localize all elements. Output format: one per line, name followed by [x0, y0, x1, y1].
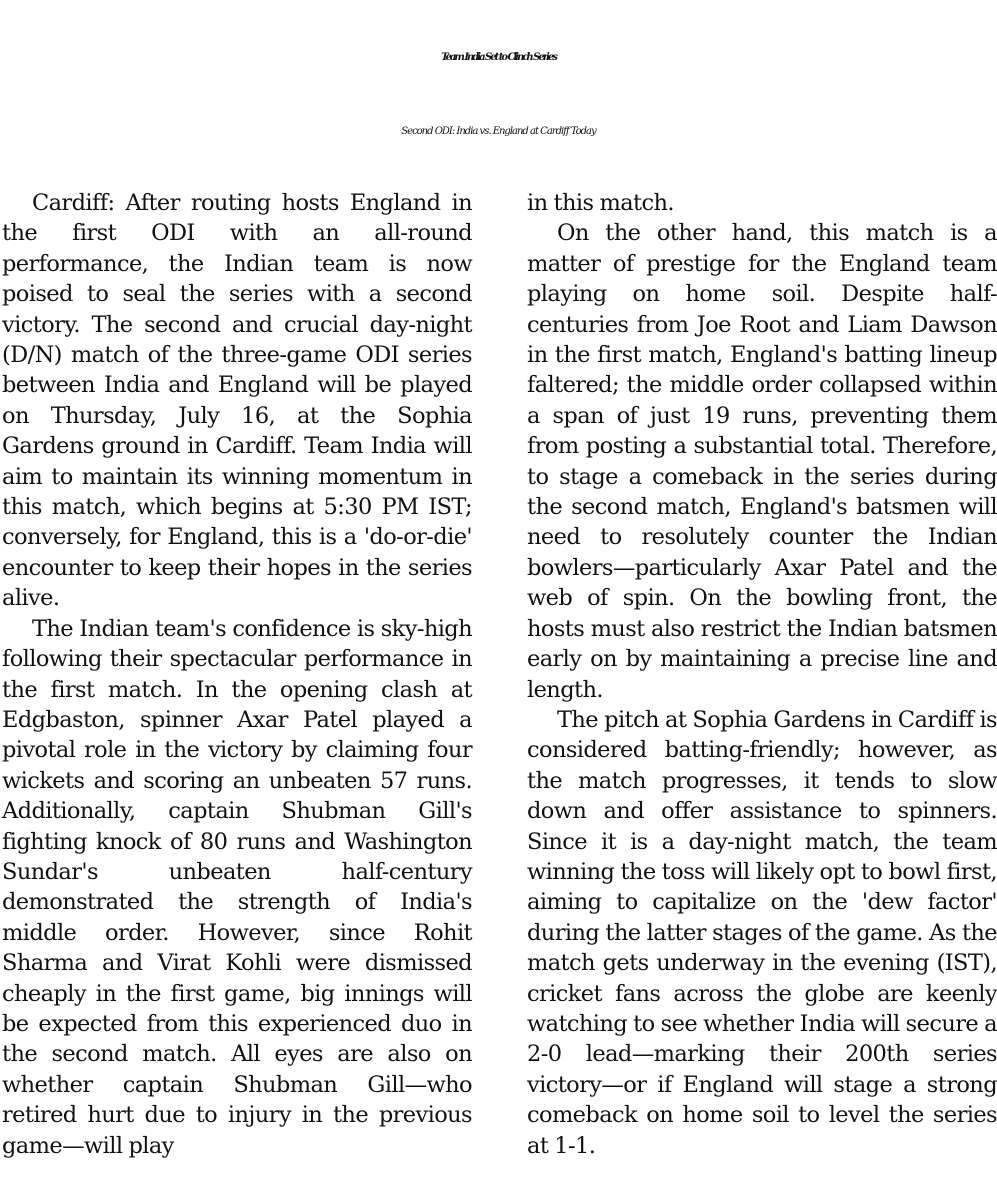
paragraph-pitch-report: The pitch at Sophia Gardens in Cardiff is considered batting-friendly; however, as the match progresses, it tends to slow down and offer assistance to spinners. Since it is a day-night match, the team winning the toss will likely opt to bowl first, aiming to capitalize on the 'dew factor' during the latter stages of the game. As the match gets underway in the evening (IST), cricket fans across the globe are keenly watching to see whether India will secure a 2-0 lead—marking their 200th series victory—or if England will stage a strong comeback on home soil to level the series at 1-1. [527, 706, 997, 1159]
paragraph-england-prestige: On the other hand, this match is a matter of prestige for the England team playing on home soil. Despite half-centuries from Joe Root and Liam Dawson in the first match, England's batting lineup faltered; the middle order collapsed within a span of just 19 runs, preventing them from posting a substantial total. Therefore, to stage a comeback in the series during the second match, England's batsmen will need to resolutely counter the Indian bowlers—particularly Axar Patel and the web of spin. On the bowling front, the hosts must also restrict the Indian batsmen early on by maintaining a precise line and length. [527, 220, 997, 703]
article-column-right [527, 188, 997, 1161]
headline: Team India Set to Clinch Series [441, 52, 556, 63]
paragraph-continuation: in this match. [527, 190, 674, 216]
article-column-left [2, 188, 472, 1161]
paragraph-confidence: The Indian team's confidence is sky-high following their spectacular performance in the first match. In the opening clash at Edgbaston, spinner Axar Patel played a pivotal role in the victory by claiming four wickets and scoring an unbeaten 57 runs. Additionally, captain Shubman Gill's fighting knock of 80 runs and Washington Sundar's unbeaten half-century demonstrated the strength of India's middle order. However, since Rohit Sharma and Virat Kohli were dismissed cheaply in the first game, big innings will be expected from this experienced duo in the second match. All eyes are also on whether captain Shubman Gill—who retired hurt due to injury in the previous game—will play [2, 615, 472, 1159]
subheadline: Second ODI: India vs. England at Cardiff Today [401, 126, 596, 137]
paragraph-intro: Cardiff: After routing hosts England in the first ODI with an all-round performance, the Indian team is now poised to seal the series with a second victory. The second and crucial day-night (D/N) match of the three-game ODI series between India and England will be played on Thursday, July 16, at the Sophia Gardens ground in Cardiff. Team India will aim to maintain its winning momentum in this match, which begins at 5:30 PM IST; conversely, for England, this is a 'do-or-die' encounter to keep their hopes in the series alive. [2, 190, 472, 612]
